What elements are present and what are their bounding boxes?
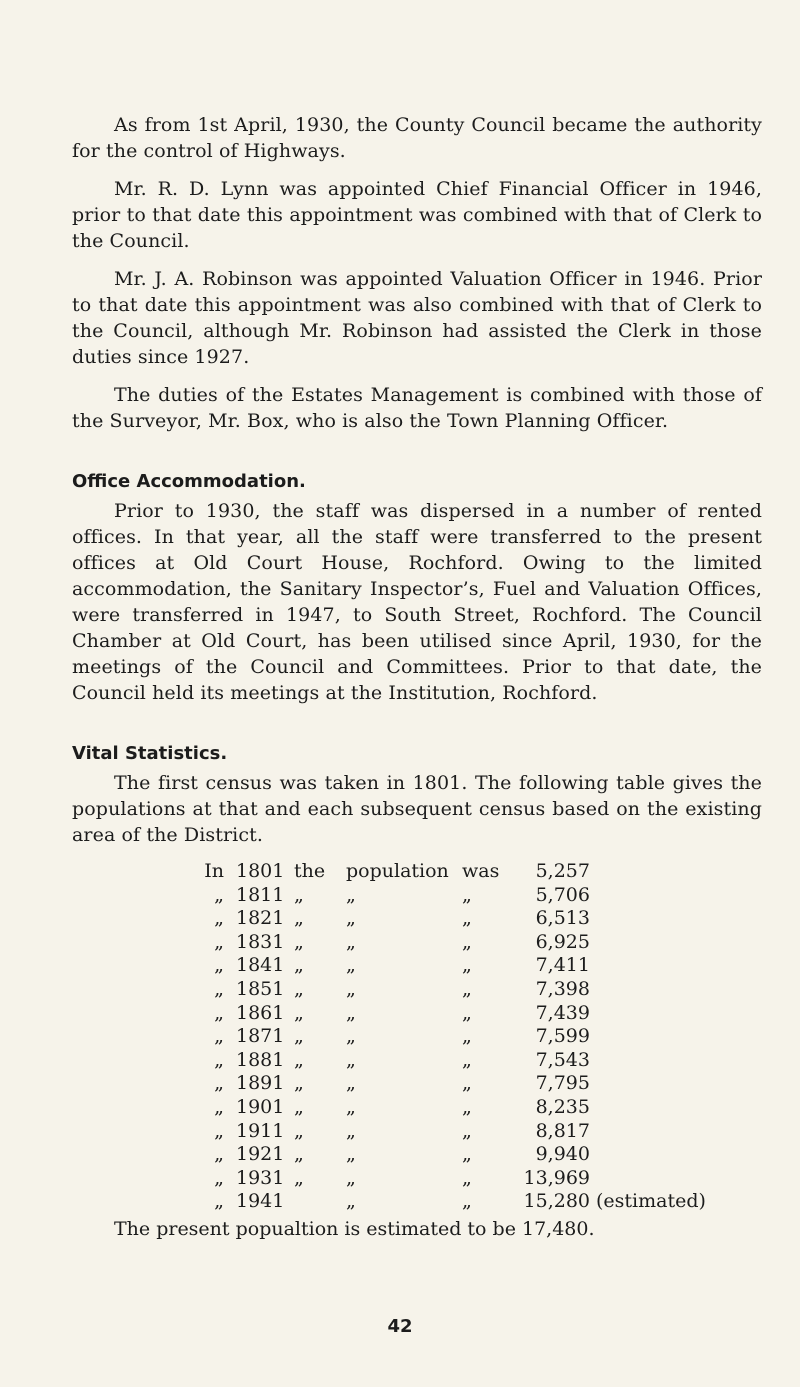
census-ditto-was: „ — [462, 1143, 472, 1166]
census-ditto-was: „ — [462, 1001, 472, 1024]
census-ditto-the: „ — [294, 1143, 304, 1166]
census-ditto-was: „ — [462, 954, 472, 977]
census-value: 7,439 — [535, 1001, 590, 1024]
census-ditto-population: „ — [346, 883, 356, 906]
census-ditto-the: „ — [294, 1166, 304, 1189]
census-row — [182, 1049, 706, 1073]
census-ditto-was: „ — [462, 1072, 472, 1095]
census-row — [182, 931, 706, 955]
census-note — [590, 1025, 706, 1049]
census-year: 1941 — [236, 1190, 285, 1213]
census-year: 1881 — [236, 1048, 285, 1071]
census-value: 7,599 — [535, 1025, 590, 1048]
census-ditto-in: „ — [214, 907, 224, 930]
census-year: 1911 — [236, 1119, 285, 1142]
paragraph-highways: As from 1st April, 1930, the County Council became the authority for the control of Highways. — [72, 114, 762, 162]
census-ditto-population: „ — [346, 1025, 356, 1048]
page-number: 42 — [387, 1316, 413, 1337]
census-ditto-was: „ — [462, 883, 472, 906]
census-ditto-in: „ — [214, 954, 224, 977]
census-ditto-population: „ — [346, 1166, 356, 1189]
census-ditto-population: „ — [346, 1143, 356, 1166]
census-ditto-population: „ — [346, 1095, 356, 1118]
census-ditto-population: „ — [346, 977, 356, 1000]
census-row — [182, 1167, 706, 1191]
heading-vital-statistics: Vital Statistics. — [72, 743, 228, 764]
census-ditto-the: „ — [294, 907, 304, 930]
census-ditto-was: „ — [462, 977, 472, 1000]
census-note — [590, 954, 706, 978]
census-note — [590, 1143, 706, 1167]
census-year: 1811 — [236, 883, 285, 906]
census-year: 1861 — [236, 1001, 285, 1024]
census-year: 1891 — [236, 1072, 285, 1095]
census-ditto-in: „ — [214, 1025, 224, 1048]
paragraph-office-accommodation: Prior to 1930, the staff was dispersed in a number of rented offices. In that year, all the staff were transferred to the present offices at Old Court House, Rochford. Owing to the limited accommodation, the Sanitary Inspector’s, Fuel and Valuation Offices, were transferred in 1947, to South Street, Rochford. The Council Chamber at Old Court, has been utilised since April, 1930, for the meetings of the Council and Committees. Prior to that date, the Council held its meetings at the Institution, Rochford. — [72, 500, 762, 704]
census-ditto-the: „ — [294, 954, 304, 977]
paragraph-valuation-officer: Mr. J. A. Robinson was appointed Valuation Officer in 1946. Prior to that date this appointment was also combined with that of Clerk to the Council, although Mr. Robinson had assisted the Clerk in those duties since 1927. — [72, 268, 762, 368]
census-ditto-population: „ — [346, 1119, 356, 1142]
census-note — [590, 1072, 706, 1096]
census-ditto-the: „ — [294, 1048, 304, 1071]
census-ditto-was: „ — [462, 1025, 472, 1048]
census-note — [590, 1002, 706, 1026]
census-row — [182, 860, 706, 884]
document-page — [72, 112, 762, 1242]
census-row — [182, 1096, 706, 1120]
census-ditto-the — [294, 1190, 346, 1214]
census-ditto-was: „ — [462, 1048, 472, 1071]
census-year: 1931 — [236, 1166, 285, 1189]
census-row — [182, 1025, 706, 1049]
paragraph-vital-statistics: The first census was taken in 1801. The following table gives the populations at that and each subsequent census based on the existing area of the District. — [72, 772, 762, 846]
census-value: 7,411 — [535, 954, 590, 977]
census-value: 8,235 — [535, 1095, 590, 1118]
census-the-label: the — [294, 860, 326, 882]
census-ditto-the: „ — [294, 930, 304, 953]
census-year: 1871 — [236, 1025, 285, 1048]
census-ditto-in: „ — [214, 977, 224, 1000]
census-note — [590, 1049, 706, 1073]
census-ditto-the: „ — [294, 1025, 304, 1048]
census-ditto-population: „ — [346, 907, 356, 930]
census-row — [182, 1072, 706, 1096]
census-was-label: was — [462, 860, 500, 882]
census-ditto-population: „ — [346, 954, 356, 977]
census-note — [590, 860, 706, 884]
census-in-label: In — [204, 860, 224, 882]
census-ditto-population: „ — [346, 1072, 356, 1095]
census-value: 6,925 — [535, 930, 590, 953]
census-ditto-population: „ — [346, 1190, 356, 1213]
census-note: (estimated) — [596, 1190, 706, 1213]
census-note — [590, 884, 706, 908]
census-ditto-in: „ — [214, 930, 224, 953]
census-ditto-in: „ — [214, 1190, 224, 1213]
census-ditto-was: „ — [462, 1119, 472, 1142]
census-ditto-was: „ — [462, 907, 472, 930]
census-year: 1821 — [236, 907, 285, 930]
census-note — [590, 931, 706, 955]
census-row — [182, 1143, 706, 1167]
census-year: 1801 — [236, 860, 285, 882]
census-ditto-in: „ — [214, 1072, 224, 1095]
census-ditto-population: „ — [346, 1001, 356, 1024]
paragraph-estates-management: The duties of the Estates Management is combined with those of the Surveyor, Mr. Box, who is also the Town Planning Officer. — [72, 384, 762, 432]
census-value: 13,969 — [523, 1166, 590, 1189]
census-ditto-in: „ — [214, 1001, 224, 1024]
census-row — [182, 1002, 706, 1026]
census-value: 7,398 — [535, 977, 590, 1000]
closing-statement: The present popualtion is estimated to be 17,480. — [114, 1217, 595, 1240]
census-row — [182, 907, 706, 931]
census-table — [182, 860, 706, 1214]
census-ditto-population: „ — [346, 1048, 356, 1071]
census-value: 5,706 — [535, 883, 590, 906]
census-year: 1831 — [236, 930, 285, 953]
paragraph-financial-officer: Mr. R. D. Lynn was appointed Chief Financial Officer in 1946, prior to that date this appointment was combined with that of Clerk to the Council. — [72, 178, 762, 252]
census-note — [590, 1096, 706, 1120]
census-ditto-the: „ — [294, 883, 304, 906]
census-ditto-the: „ — [294, 1119, 304, 1142]
census-ditto-the: „ — [294, 1095, 304, 1118]
census-value: 8,817 — [535, 1119, 590, 1142]
census-year: 1921 — [236, 1143, 285, 1166]
census-ditto-population: „ — [346, 930, 356, 953]
census-ditto-the: „ — [294, 1072, 304, 1095]
census-value: 7,795 — [535, 1072, 590, 1095]
census-row — [182, 1190, 706, 1214]
census-year: 1851 — [236, 977, 285, 1000]
census-row — [182, 978, 706, 1002]
census-ditto-in: „ — [214, 883, 224, 906]
census-row — [182, 954, 706, 978]
census-ditto-the: „ — [294, 1001, 304, 1024]
census-ditto-in: „ — [214, 1143, 224, 1166]
census-population-label: population — [346, 860, 449, 882]
census-row — [182, 884, 706, 908]
census-row — [182, 1120, 706, 1144]
census-ditto-was: „ — [462, 1190, 472, 1213]
census-ditto-was: „ — [462, 1095, 472, 1118]
census-value: 9,940 — [535, 1143, 590, 1166]
census-ditto-in: „ — [214, 1048, 224, 1071]
census-value: 5,257 — [535, 860, 590, 882]
census-year: 1841 — [236, 954, 285, 977]
census-ditto-was: „ — [462, 1166, 472, 1189]
census-ditto-in: „ — [214, 1166, 224, 1189]
census-note — [590, 978, 706, 1002]
census-ditto-in: „ — [214, 1119, 224, 1142]
census-value: 15,280 — [523, 1190, 590, 1213]
census-value: 7,543 — [535, 1048, 590, 1071]
census-note — [590, 1167, 706, 1191]
census-ditto-was: „ — [462, 930, 472, 953]
census-ditto-the: „ — [294, 977, 304, 1000]
census-value: 6,513 — [535, 907, 590, 930]
census-note — [590, 907, 706, 931]
census-table-body — [182, 860, 706, 1214]
heading-office-accommodation: Office Accommodation. — [72, 471, 306, 492]
census-note — [590, 1120, 706, 1144]
census-year: 1901 — [236, 1095, 285, 1118]
census-ditto-in: „ — [214, 1095, 224, 1118]
